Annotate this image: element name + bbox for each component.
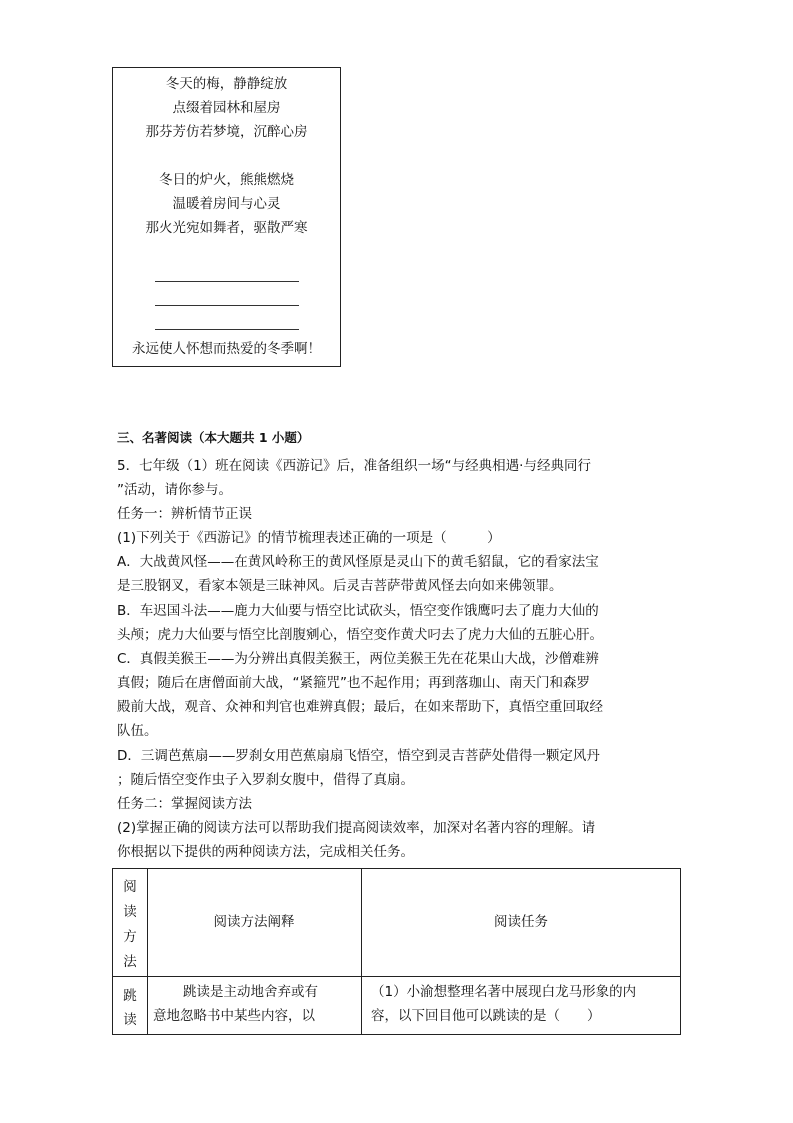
row-method-char: 跳	[123, 988, 137, 1004]
option-c[interactable]: 殿前大战，观音、众神和判官也难辨真假；最后，在如来帮助下，真悟空重回取经	[117, 699, 603, 715]
poem-line: 那火光宛如舞者，驱散严寒	[145, 220, 308, 236]
fill-blank-line[interactable]	[155, 281, 299, 282]
poem-closing-line: 永远使人怀想而热爱的冬季啊！	[132, 341, 321, 357]
header-method-char: 方	[123, 929, 137, 945]
poem-line: 温暖着房间与心灵	[172, 196, 281, 212]
question-stem: (2)掌握正确的阅读方法可以帮助我们提高阅读效率，加深对名著内容的理解。请	[117, 820, 596, 836]
header-method-char: 读	[123, 904, 137, 920]
option-b[interactable]: 头颅；虎力大仙要与悟空比剖腹剜心，悟空变作黄犬叼去了虎力大仙的五脏心肝。	[117, 627, 603, 643]
section-title: 三、名著阅读（本大题共 1 小题）	[117, 430, 310, 445]
option-d[interactable]: D．三调芭蕉扇——罗刹女用芭蕉扇扇飞悟空，悟空到灵吉菩萨处借得一颗定风丹	[117, 748, 600, 764]
option-c[interactable]: 真假；随后在唐僧面前大战，“紧箍咒”也不起作用；再到落珈山、南天门和森罗	[117, 675, 590, 691]
row-method-char: 读	[123, 1012, 137, 1028]
poem-line: 冬日的炉火，熊熊燃烧	[159, 172, 294, 188]
option-a[interactable]: 是三股钢叉，看家本领是三昧神风。后灵吉菩萨带黄风怪去向如来佛领罪。	[117, 578, 563, 594]
question-stem: (1)下列关于《西游记》的情节梳理表述正确的一项是（ ）	[117, 530, 501, 546]
option-b[interactable]: B．车迟国斗法——鹿力大仙要与悟空比试砍头，悟空变作饿鹰叼去了鹿力大仙的	[117, 603, 599, 619]
table-divider	[147, 869, 148, 1034]
row-explain-text: 意地忽略书中某些内容，以	[153, 1008, 315, 1024]
row-task-text: 容，以下回目他可以跳读的是（ ）	[371, 1008, 601, 1024]
poem-line: 冬天的梅，静静绽放	[165, 76, 288, 92]
fill-blank-line[interactable]	[155, 305, 299, 306]
header-task: 阅读任务	[494, 914, 548, 930]
option-c[interactable]: 队伍。	[117, 723, 158, 739]
row-explain-text: 跳读是主动地舍弃或有	[183, 984, 318, 1000]
header-explain: 阅读方法阐释	[213, 914, 295, 930]
task-heading: 任务一：辨析情节正误	[117, 506, 252, 522]
task-heading: 任务二：掌握阅读方法	[117, 796, 252, 812]
question-stem: 你根据以下提供的两种阅读方法，完成相关任务。	[117, 844, 414, 860]
option-c[interactable]: C．真假美猴王——为分辨出真假美猴王，两位美猴王先在花果山大战，沙僧难辨	[117, 651, 599, 667]
option-a[interactable]: A．大战黄风怪——在黄风岭称王的黄风怪原是灵山下的黄毛貂鼠，它的看家法宝	[117, 554, 599, 570]
question-intro: ”活动，请你参与。	[117, 482, 232, 498]
header-method-char: 法	[123, 954, 137, 970]
poem-line: 那芬芳仿若梦境，沉醉心房	[145, 124, 308, 140]
poem-line: 点缀着园林和屋房	[172, 100, 281, 116]
fill-blank-line[interactable]	[155, 329, 299, 330]
poem-box	[112, 67, 341, 367]
reading-method-table	[112, 868, 681, 1035]
table-divider	[113, 976, 680, 977]
option-d[interactable]: ；随后悟空变作虫子入罗刹女腹中，借得了真扇。	[117, 772, 414, 788]
question-intro: 5．七年级（1）班在阅读《西游记》后，准备组织一场“与经典相遇·与经典同行	[117, 458, 591, 474]
header-method-char: 阅	[123, 879, 137, 895]
table-divider	[361, 869, 362, 1034]
row-task-text: （1）小渝想整理名著中展现白龙马形象的内	[371, 984, 637, 1000]
